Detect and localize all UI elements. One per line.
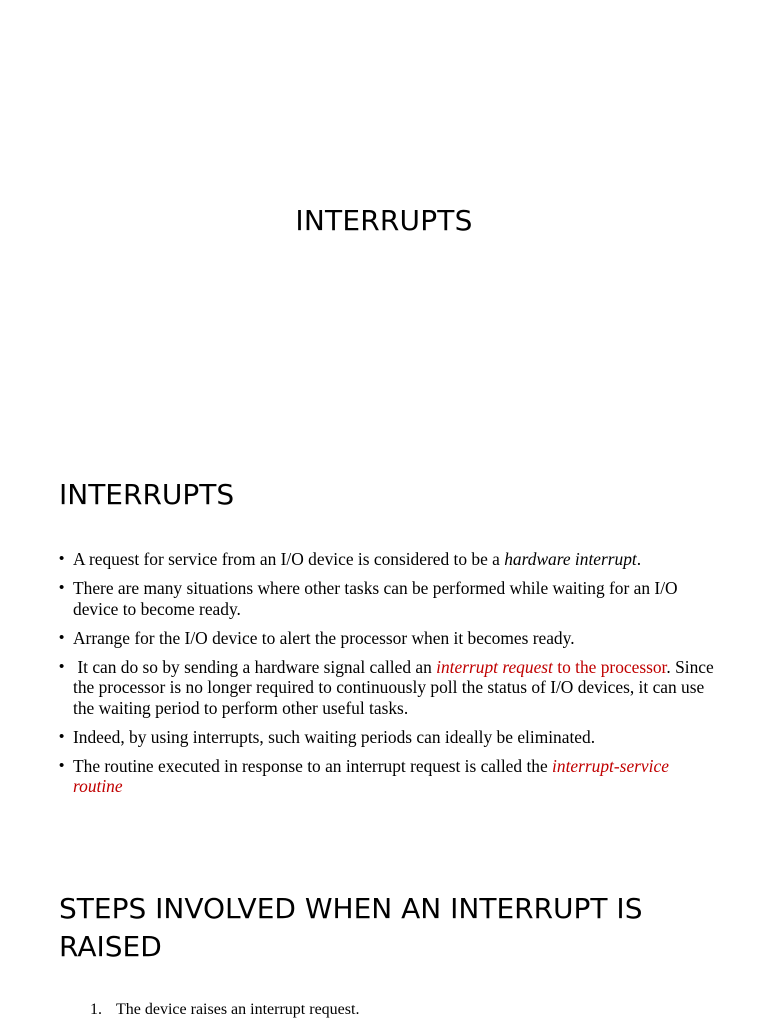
bullet-list — [59, 549, 719, 805]
bullet-text: . — [636, 549, 642, 569]
interrupt-request-term: interrupt request — [436, 656, 553, 677]
bullet-text: There are many situations where other tasks can be performed while waiting for an I/O device to become ready. — [73, 578, 678, 619]
bullet-text: Arrange for the I/O device to alert the processor when it becomes ready. — [73, 627, 575, 648]
bullet-text: The routine executed in response to an interrupt request is called the — [73, 755, 553, 776]
bullet-text: It can do so by sending a hardware signal called an — [73, 656, 437, 677]
step-text: The device raises an interrupt request. — [116, 1001, 360, 1018]
bullet-text: Indeed, by using interrupts, such waiting periods can ideally be eliminated. — [73, 726, 596, 747]
hardware-interrupt-term: hardware interrupt — [504, 549, 637, 569]
slide-2-heading: INTERRUPTS — [59, 478, 235, 511]
bullet-item — [59, 578, 719, 619]
bullet-item — [59, 756, 719, 797]
slide-3-heading: STEPS INVOLVED WHEN AN INTERRUPT IS RAISED — [59, 892, 643, 963]
bullet-item — [59, 549, 719, 570]
bullet-item — [59, 657, 719, 719]
bullet-item — [59, 628, 719, 649]
bullet-item — [59, 727, 719, 748]
step-number: 1. — [90, 1001, 102, 1018]
steps-list — [90, 1000, 359, 1020]
slide-1-title: INTERRUPTS — [295, 204, 473, 237]
interrupt-service-routine-term: interrupt-service routine — [73, 755, 669, 796]
bullet-text: . Since the processor is no longer required to continuously poll the status of I/O devices, it can use the waiting period to perform other useful tasks. — [73, 656, 714, 718]
step-item — [90, 1000, 359, 1020]
highlighted-text: to the processor — [552, 656, 667, 677]
bullet-text: A request for service from an I/O device is considered to be a — [73, 549, 505, 569]
